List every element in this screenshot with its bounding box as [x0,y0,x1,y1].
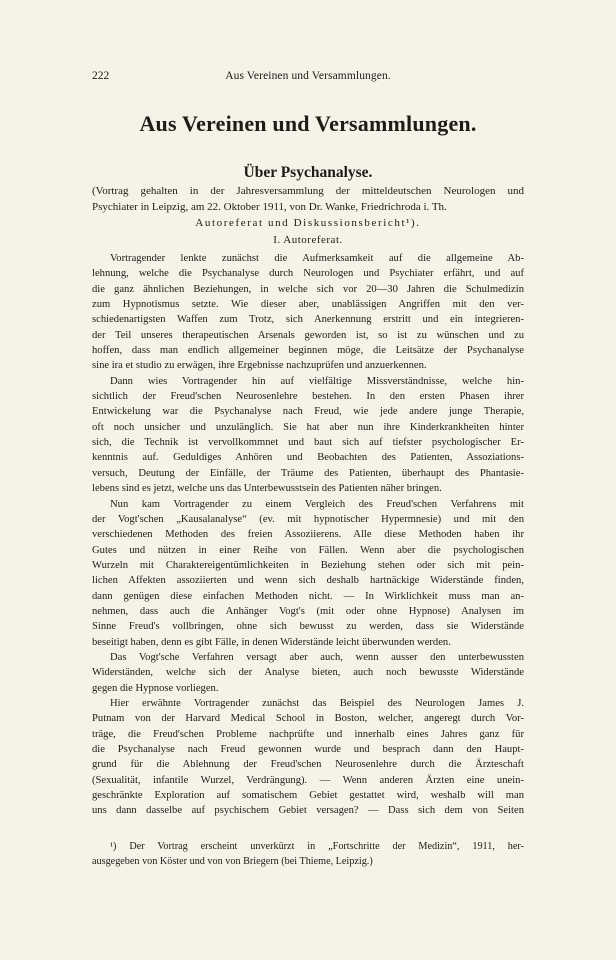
body-line: Putnam von der Harvard Medical School in Boston, welcher, angeregt durch Vor- [92,713,524,725]
body-line: die Psychanalyse nach Freud gewonnen wurde und besprach dann den Haupt- [92,744,524,755]
body-line: die ganz ähnlichen Beziehungen, in welche sich vor 20—30 Jahren die Schulmedizin [92,283,524,295]
body-line: geschränkte Exploration auf somatischem Gebiet gestattet wird, weshalb will man [92,790,524,802]
body-line: Wurzeln mit Charaktereigentümlichkeiten in Beziehung stehen oder sich mit pein- [92,559,524,571]
body-line: hoffen, dass man endlich allgemeiner beginnen möge, die Leitsätze der Psychanalyse [92,345,524,357]
body-line: Gutes und nützen in einer Reihe von Fällen. Wenn aber die psychologischen [92,544,524,556]
body-line: sich, die Technik ist vervollkommnet und baut sich auf tiefster psychologischer Er- [92,437,524,449]
body-line: Vortragender lenkte zunächst die Aufmerksamkeit auf die allgemeine Ab- [110,253,524,264]
body-line: uns dann dasselbe auf psychischem Gebiet versagen? — Dass sich dem von Seiten [92,805,524,817]
body-line: lehnung, welche die Psychanalyse durch Neurologen und Psychiater erfährt, und auf [92,268,524,280]
body-line: gegen die Hypnose vorliegen. [92,682,219,694]
body-line: dann genügen diese einfachen Methoden nicht. — In Wirklichkeit muss man an- [92,590,524,602]
body-line: schiedenartigsten Waffen zum Trotz, sich Anerkennung erstritt und ein integrieren- [92,314,524,326]
article-body [92,251,524,819]
subtitle-line: (Vortrag gehalten in der Jahresversammlung der mitteldeutschen Neurologen und [92,185,524,197]
page-number: 222 [92,70,110,82]
part-heading: I. Autoreferat. [273,234,343,246]
body-line: sine ira et studio zu erwägen, ihre Ergebnisse nachzuprüfen und anzuerkennen. [92,360,427,372]
subtitle-line: Psychiater in Leipzig, am 22. Oktober 1911, von Dr. Wanke, Friedrichroda i. Th. [92,201,447,213]
body-line: grund für die Ablehnung der Freud'schen Neurosenlehre durch die Ärzteschaft [92,759,524,771]
running-header [92,70,524,86]
body-line: sichtlich der Freud'schen Neurosenlehre bestehen. In den ersten Phasen ihrer [92,391,524,403]
body-line: lebens sind es jetzt, welche uns das Unterbewusstsein des Patienten näher bringen. [92,483,442,495]
body-line: Widerständen, welche sich der Analyse bieten, auch noch bewusste Widerstände [92,667,524,679]
body-line: der Vogt'schen „Kausalanalyse“ (ev. mit hypnotischer Hypermnesie) und mit den [92,513,524,525]
body-line: Sinne Freud's vollbringen, ohne sich bewusst zu werden, dass sie Widerstände [92,621,524,633]
body-line: nehmen, dass auch die Anhänger Vogt's (mit oder ohne Hypnose) Analysen im [92,605,524,617]
body-line: träge, die Freud'schen Probleme nachprüfte und innerhalb eines Jahres ganz für [92,728,524,740]
running-title: Aus Vereinen und Versammlungen. [225,70,391,82]
body-line: Dann wies Vortragender hin auf vielfältige Missverständnisse, welche hin- [110,375,524,387]
body-line: oft noch unsicher und unzulänglich. Sie hat aber nun ihre Kinderkrankheiten hinter [92,421,524,433]
body-line: (Sexualität, infantile Wurzel, Verdrängung). — Wenn anderen Ärzten eine unein- [92,774,524,786]
body-line: versuch, Deutung der Einfälle, der Träume des Patienten, überhaupt des Phantasie- [92,467,524,479]
body-line: verschiedenen Methoden des freien Assoziierens. Alle diese Methoden haben ihr [92,529,524,541]
body-line: Das Vogt'sche Verfahren versagt aber auch, wenn ausser den unterbewussten [110,651,524,663]
section-title: Aus Vereinen und Versammlungen. [139,111,477,136]
body-line: Nun kam Vortragender zu einem Vergleich des Freud'schen Verfahrens mit [110,498,524,510]
body-line: der Teil unseres therapeutischen Arsenals geworden ist, so ist zu wünschen und zu [92,329,524,341]
body-line: kenntnis auf. Geduldiges Anhören und Beobachten des Patienten, Assoziations- [92,452,524,464]
article-title: Über Psychanalyse. [243,164,373,181]
footnote [92,839,524,869]
body-line: zum Hypnotismus setzte. Wie dieser aber, unablässigen Angriffen mit den ver- [92,299,524,311]
footnote-line: ¹) Der Vortrag erscheint unverkürzt in „Fortschritte der Medizin“, 1911, her- [110,841,524,852]
subtitle-line: Autoreferat und Diskussionsbericht¹). [195,217,421,229]
footnote-line: ausgegeben von Köster und von von Briegern (bei Thieme, Leipzig.) [92,856,373,867]
body-line: lichen Affekten assoziierten und wenn sich deshalb hartnäckige Widerstände finden, [92,575,524,587]
body-line: Hier erwähnte Vortragender zunächst das Beispiel des Neurologen James J. [110,697,524,709]
article-subtitle [92,183,524,231]
body-line: Entwickelung war die Psychanalyse nach Freud, wie jede andere junge Therapie, [92,406,524,418]
body-line: beseitigt haben, denn es gibt Fälle, in denen Widerstände leicht überwunden werden. [92,636,451,648]
